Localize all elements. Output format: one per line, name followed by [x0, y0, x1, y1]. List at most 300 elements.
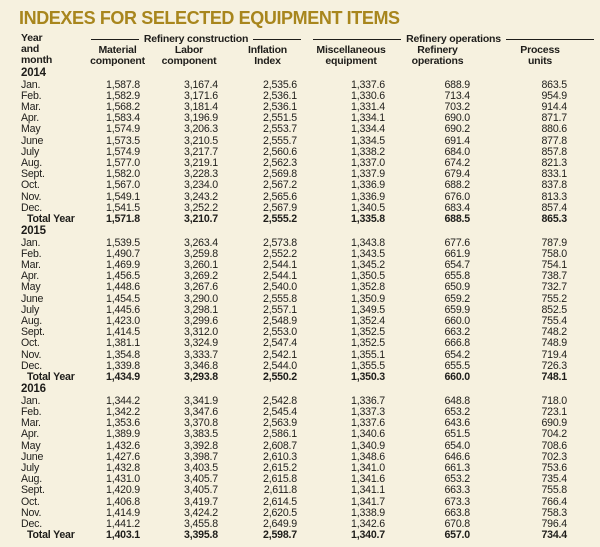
total-value-cell: 734.4 [541, 529, 567, 542]
total-value-cell: 1,434.9 [106, 371, 140, 384]
value-cell: 3,370.8 [184, 417, 218, 430]
data-row [0, 249, 600, 260]
value-cell: 2,553.7 [263, 123, 297, 136]
total-value-cell: 748.1 [541, 371, 567, 384]
value-cell: 3,167.4 [184, 78, 218, 91]
data-row [0, 361, 600, 372]
group-header-row [0, 33, 600, 45]
value-cell: 660.0 [444, 315, 470, 328]
table-body [0, 67, 600, 541]
month-label: July [21, 145, 40, 158]
month-label: Oct. [21, 179, 40, 192]
value-cell: 1,582.9 [106, 89, 140, 102]
month-label: Mar. [21, 100, 41, 113]
value-cell: 3,243.2 [184, 190, 218, 203]
value-cell: 1,343.8 [351, 236, 385, 249]
value-cell: 688.9 [444, 78, 470, 91]
value-cell: 2,557.1 [263, 303, 297, 316]
data-row [0, 203, 600, 214]
value-cell: 3,324.9 [184, 337, 218, 350]
value-cell: 3,260.1 [184, 259, 218, 272]
value-cell: 653.2 [444, 473, 470, 486]
value-cell: 871.7 [541, 112, 567, 125]
value-cell: 1,342.6 [351, 518, 385, 531]
data-row [0, 316, 600, 327]
value-cell: 2,536.1 [263, 100, 297, 113]
total-row [0, 530, 600, 541]
value-cell: 2,544.0 [263, 359, 297, 372]
value-cell: 837.8 [541, 179, 567, 192]
data-row [0, 271, 600, 282]
data-row [0, 350, 600, 361]
value-cell: 3,252.2 [184, 201, 218, 214]
data-row [0, 396, 600, 407]
total-value-cell: 2,555.2 [263, 212, 297, 225]
value-cell: 1,350.5 [351, 270, 385, 283]
value-cell: 3,403.5 [184, 462, 218, 474]
value-cell: 1,541.5 [106, 201, 140, 214]
value-cell: 2,544.1 [263, 270, 297, 283]
month-label: July [21, 303, 40, 316]
data-row [0, 305, 600, 316]
value-cell: 3,341.9 [184, 394, 218, 407]
col-header-miscellaneous-equipment: Miscellaneous equipment [316, 44, 386, 67]
value-cell: 1,456.5 [106, 270, 140, 283]
data-row [0, 294, 600, 305]
value-cell: 654.7 [444, 259, 470, 272]
value-cell: 3,210.5 [184, 134, 218, 147]
value-cell: 2,614.5 [263, 495, 297, 508]
value-cell: 3,206.3 [184, 123, 218, 136]
value-cell: 663.2 [444, 326, 470, 339]
value-cell: 1,344.2 [106, 394, 140, 407]
value-cell: 1,490.7 [106, 247, 140, 260]
value-cell: 718.0 [541, 394, 567, 407]
total-value-cell: 1,571.8 [106, 212, 140, 225]
value-cell: 643.6 [444, 417, 470, 430]
month-label: Sept. [21, 168, 45, 181]
value-cell: 3,392.8 [184, 439, 218, 452]
value-cell: 1,352.4 [351, 315, 385, 328]
value-cell: 1,539.5 [106, 236, 140, 249]
year-month-header-line1: Year [21, 32, 43, 44]
value-cell: 1,353.6 [106, 417, 140, 430]
value-cell: 3,269.2 [184, 270, 218, 283]
value-cell: 690.2 [444, 123, 470, 136]
total-value-cell: 657.0 [444, 529, 470, 542]
month-label: June [21, 450, 44, 463]
value-cell: 1,337.0 [351, 156, 385, 169]
year-row [0, 383, 600, 396]
month-label: Jan. [21, 78, 41, 91]
total-label: Total Year [27, 371, 75, 384]
value-cell: 1,338.2 [351, 145, 385, 158]
dash-rule-right [253, 39, 301, 40]
value-cell: 1,406.8 [106, 495, 140, 508]
data-row [0, 158, 600, 169]
value-cell: 877.8 [541, 134, 567, 147]
dash-rule-left [91, 39, 139, 40]
value-cell: 690.9 [541, 417, 567, 430]
value-cell: 1,549.1 [106, 190, 140, 203]
value-cell: 880.6 [541, 123, 567, 136]
value-cell: 683.4 [444, 201, 470, 214]
value-cell: 2,649.9 [263, 518, 297, 531]
value-cell: 863.5 [541, 78, 567, 91]
value-cell: 1,330.6 [351, 89, 385, 102]
value-cell: 2,545.4 [263, 405, 297, 418]
value-cell: 2,615.2 [263, 462, 297, 474]
value-cell: 3,181.4 [184, 100, 218, 113]
total-value-cell: 865.3 [541, 212, 567, 225]
value-cell: 2,540.0 [263, 281, 297, 294]
value-cell: 1,337.6 [351, 417, 385, 430]
value-cell: 1,336.7 [351, 394, 385, 407]
value-cell: 1,334.4 [351, 123, 385, 136]
total-value-cell: 3,293.8 [184, 371, 218, 384]
value-cell: 1,350.9 [351, 292, 385, 305]
total-value-cell: 3,210.7 [184, 212, 218, 225]
value-cell: 748.9 [541, 337, 567, 350]
value-cell: 1,432.8 [106, 462, 140, 474]
value-cell: 663.8 [444, 506, 470, 519]
value-cell: 702.3 [541, 450, 567, 463]
data-row [0, 338, 600, 349]
value-cell: 2,620.5 [263, 506, 297, 519]
value-cell: 3,312.0 [184, 326, 218, 339]
col-header-inflation-index: Inflation Index [247, 44, 288, 67]
value-cell: 735.4 [541, 473, 567, 486]
total-value-cell: 3,395.8 [184, 529, 218, 542]
value-cell: 2,547.4 [263, 337, 297, 350]
value-cell: 1,469.9 [106, 259, 140, 272]
month-label: May [21, 439, 41, 452]
value-cell: 1,420.9 [106, 484, 140, 497]
year-label: 2014 [21, 67, 46, 79]
data-row [0, 429, 600, 440]
value-cell: 719.4 [541, 348, 567, 361]
value-cell: 674.2 [444, 156, 470, 169]
data-row [0, 80, 600, 91]
value-cell: 2,569.8 [263, 168, 297, 181]
value-cell: 704.2 [541, 428, 567, 441]
value-cell: 651.5 [444, 428, 470, 441]
value-cell: 1,352.5 [351, 337, 385, 350]
value-cell: 661.3 [444, 462, 470, 474]
value-cell: 755.2 [541, 292, 567, 305]
month-label: Dec. [21, 518, 42, 531]
value-cell: 3,398.7 [184, 450, 218, 463]
value-cell: 673.3 [444, 495, 470, 508]
data-row [0, 192, 600, 203]
value-cell: 1,354.8 [106, 348, 140, 361]
value-cell: 703.2 [444, 100, 470, 113]
month-label: June [21, 292, 44, 305]
value-cell: 655.5 [444, 359, 470, 372]
total-value-cell: 1,403.1 [106, 529, 140, 542]
value-cell: 1,341.6 [351, 473, 385, 486]
value-cell: 653.2 [444, 405, 470, 418]
value-cell: 821.3 [541, 156, 567, 169]
value-cell: 2,552.2 [263, 247, 297, 260]
value-cell: 3,383.5 [184, 428, 218, 441]
value-cell: 3,405.7 [184, 484, 218, 497]
month-label: Nov. [21, 190, 42, 203]
data-row [0, 113, 600, 124]
month-label: Mar. [21, 259, 41, 272]
value-cell: 684.0 [444, 145, 470, 158]
value-cell: 1,567.0 [106, 179, 140, 192]
month-label: Dec. [21, 359, 42, 372]
value-cell: 2,565.6 [263, 190, 297, 203]
month-label: May [21, 123, 41, 136]
month-label: Nov. [21, 506, 42, 519]
value-cell: 2,542.1 [263, 348, 297, 361]
month-label: June [21, 134, 44, 147]
value-cell: 914.4 [541, 100, 567, 113]
value-cell: 766.4 [541, 495, 567, 508]
data-row [0, 238, 600, 249]
value-cell: 758.3 [541, 506, 567, 519]
value-cell: 1,338.9 [351, 506, 385, 519]
value-cell: 2,563.9 [263, 417, 297, 430]
value-cell: 661.9 [444, 247, 470, 260]
data-row [0, 418, 600, 429]
value-cell: 1,341.7 [351, 495, 385, 508]
month-label: Jan. [21, 394, 41, 407]
value-cell: 2,567.9 [263, 201, 297, 214]
value-cell: 1,352.5 [351, 326, 385, 339]
value-cell: 654.2 [444, 348, 470, 361]
data-row [0, 136, 600, 147]
value-cell: 659.9 [444, 303, 470, 316]
value-cell: 1,427.6 [106, 450, 140, 463]
value-cell: 726.3 [541, 359, 567, 372]
value-cell: 1,340.9 [351, 439, 385, 452]
value-cell: 1,445.6 [106, 303, 140, 316]
data-row [0, 147, 600, 158]
value-cell: 1,454.5 [106, 292, 140, 305]
value-cell: 676.0 [444, 190, 470, 203]
value-cell: 2,567.2 [263, 179, 297, 192]
value-cell: 1,381.1 [106, 337, 140, 350]
value-cell: 3,419.7 [184, 495, 218, 508]
value-cell: 1,345.2 [351, 259, 385, 272]
year-month-header-line3: month [21, 54, 53, 66]
value-cell: 723.1 [541, 405, 567, 418]
value-cell: 2,560.6 [263, 145, 297, 158]
data-row [0, 282, 600, 293]
value-cell: 857.4 [541, 201, 567, 214]
value-cell: 3,228.3 [184, 168, 218, 181]
value-cell: 2,548.9 [263, 315, 297, 328]
total-label: Total Year [27, 529, 75, 542]
value-cell: 677.6 [444, 236, 470, 249]
value-cell: 659.2 [444, 292, 470, 305]
value-cell: 2,535.6 [263, 78, 297, 91]
value-cell: 1,432.6 [106, 439, 140, 452]
total-value-cell: 2,550.2 [263, 371, 297, 384]
value-cell: 796.4 [541, 518, 567, 531]
value-cell: 1,568.2 [106, 100, 140, 113]
value-cell: 857.8 [541, 145, 567, 158]
value-cell: 1,337.6 [351, 78, 385, 91]
value-cell: 1,339.8 [106, 359, 140, 372]
value-cell: 1,355.5 [351, 359, 385, 372]
total-value-cell: 1,340.7 [351, 529, 385, 542]
dash-rule-right [506, 39, 594, 40]
data-row [0, 508, 600, 519]
value-cell: 688.2 [444, 179, 470, 192]
value-cell: 3,299.6 [184, 315, 218, 328]
value-cell: 1,389.9 [106, 428, 140, 441]
value-cell: 1,340.5 [351, 201, 385, 214]
month-label: July [21, 462, 40, 474]
value-cell: 755.8 [541, 484, 567, 497]
value-cell: 646.6 [444, 450, 470, 463]
value-cell: 833.1 [541, 168, 567, 181]
value-cell: 1,336.9 [351, 179, 385, 192]
dash-rule-left [313, 39, 401, 40]
value-cell: 758.0 [541, 247, 567, 260]
total-value-cell: 1,350.3 [351, 371, 385, 384]
value-cell: 2,610.3 [263, 450, 297, 463]
value-cell: 713.4 [444, 89, 470, 102]
data-row [0, 485, 600, 496]
value-cell: 1,441.2 [106, 518, 140, 531]
page-title: INDEXES FOR SELECTED EQUIPMENT ITEMS [19, 8, 400, 28]
value-cell: 2,586.1 [263, 428, 297, 441]
value-cell: 2,615.8 [263, 473, 297, 486]
value-cell: 1,343.5 [351, 247, 385, 260]
value-cell: 2,553.0 [263, 326, 297, 339]
month-label: Oct. [21, 337, 40, 350]
value-cell: 3,333.7 [184, 348, 218, 361]
value-cell: 813.3 [541, 190, 567, 203]
month-label: Feb. [21, 247, 42, 260]
value-cell: 1,574.9 [106, 145, 140, 158]
value-cell: 3,424.2 [184, 506, 218, 519]
value-cell: 748.2 [541, 326, 567, 339]
month-label: Feb. [21, 89, 42, 102]
value-cell: 954.9 [541, 89, 567, 102]
column-header-row [0, 45, 600, 67]
col-header-process-units: Process units [520, 44, 560, 67]
indexes-table [0, 33, 600, 541]
data-row [0, 463, 600, 474]
year-month-header [0, 33, 85, 67]
value-cell: 3,267.6 [184, 281, 218, 294]
value-cell: 753.6 [541, 462, 567, 474]
data-row [0, 180, 600, 191]
value-cell: 2,542.8 [263, 394, 297, 407]
value-cell: 1,431.0 [106, 473, 140, 486]
value-cell: 2,608.7 [263, 439, 297, 452]
value-cell: 690.0 [444, 112, 470, 125]
value-cell: 2,611.8 [263, 484, 297, 497]
month-label: Dec. [21, 201, 42, 214]
data-row [0, 441, 600, 452]
month-label: Sept. [21, 326, 45, 339]
value-cell: 3,405.7 [184, 473, 218, 486]
data-row [0, 519, 600, 530]
value-cell: 679.4 [444, 168, 470, 181]
value-cell: 3,217.7 [184, 145, 218, 158]
month-label: Apr. [21, 112, 40, 125]
group-label-construction: Refinery construction [143, 32, 249, 45]
month-label: Oct. [21, 495, 40, 508]
month-label: Mar. [21, 417, 41, 430]
value-cell: 663.3 [444, 484, 470, 497]
value-cell: 655.8 [444, 270, 470, 283]
month-label: Jan. [21, 236, 41, 249]
total-value-cell: 660.0 [444, 371, 470, 384]
value-cell: 1,348.6 [351, 450, 385, 463]
value-cell: 732.7 [541, 281, 567, 294]
month-label: Aug. [21, 473, 42, 486]
data-row [0, 452, 600, 463]
value-cell: 1,414.9 [106, 506, 140, 519]
data-row [0, 169, 600, 180]
value-cell: 1,342.2 [106, 405, 140, 418]
value-cell: 755.4 [541, 315, 567, 328]
value-cell: 3,346.8 [184, 359, 218, 372]
data-row [0, 260, 600, 271]
data-row [0, 124, 600, 135]
total-value-cell: 688.5 [444, 212, 470, 225]
value-cell: 1,341.1 [351, 484, 385, 497]
value-cell: 1,574.9 [106, 123, 140, 136]
value-cell: 1,340.6 [351, 428, 385, 441]
value-cell: 1,331.4 [351, 100, 385, 113]
value-cell: 754.1 [541, 259, 567, 272]
value-cell: 1,336.9 [351, 190, 385, 203]
value-cell: 3,196.9 [184, 112, 218, 125]
value-cell: 708.6 [541, 439, 567, 452]
year-label: 2016 [21, 383, 46, 396]
value-cell: 3,219.1 [184, 156, 218, 169]
value-cell: 1,587.8 [106, 78, 140, 91]
value-cell: 1,337.3 [351, 405, 385, 418]
col-header-refinery-operations: Refinery operations [411, 44, 464, 67]
value-cell: 3,259.8 [184, 247, 218, 260]
col-header-labor-component: Labor component [161, 44, 217, 67]
value-cell: 3,234.0 [184, 179, 218, 192]
month-label: Feb. [21, 405, 42, 418]
month-label: Sept. [21, 484, 45, 497]
value-cell: 648.8 [444, 394, 470, 407]
month-label: Aug. [21, 315, 42, 328]
value-cell: 3,455.8 [184, 518, 218, 531]
value-cell: 1,337.9 [351, 168, 385, 181]
value-cell: 691.4 [444, 134, 470, 147]
total-value-cell: 1,335.8 [351, 212, 385, 225]
month-label: May [21, 281, 41, 294]
month-label: Apr. [21, 428, 40, 441]
value-cell: 1,448.6 [106, 281, 140, 294]
value-cell: 670.8 [444, 518, 470, 531]
total-label: Total Year [27, 212, 75, 225]
value-cell: 2,573.8 [263, 236, 297, 249]
value-cell: 1,423.0 [106, 315, 140, 328]
value-cell: 1,352.8 [351, 281, 385, 294]
total-row [0, 372, 600, 383]
table-header [0, 33, 600, 67]
data-row [0, 497, 600, 508]
value-cell: 738.7 [541, 270, 567, 283]
year-row [0, 67, 600, 80]
group-label-operations: Refinery operations [406, 32, 501, 45]
